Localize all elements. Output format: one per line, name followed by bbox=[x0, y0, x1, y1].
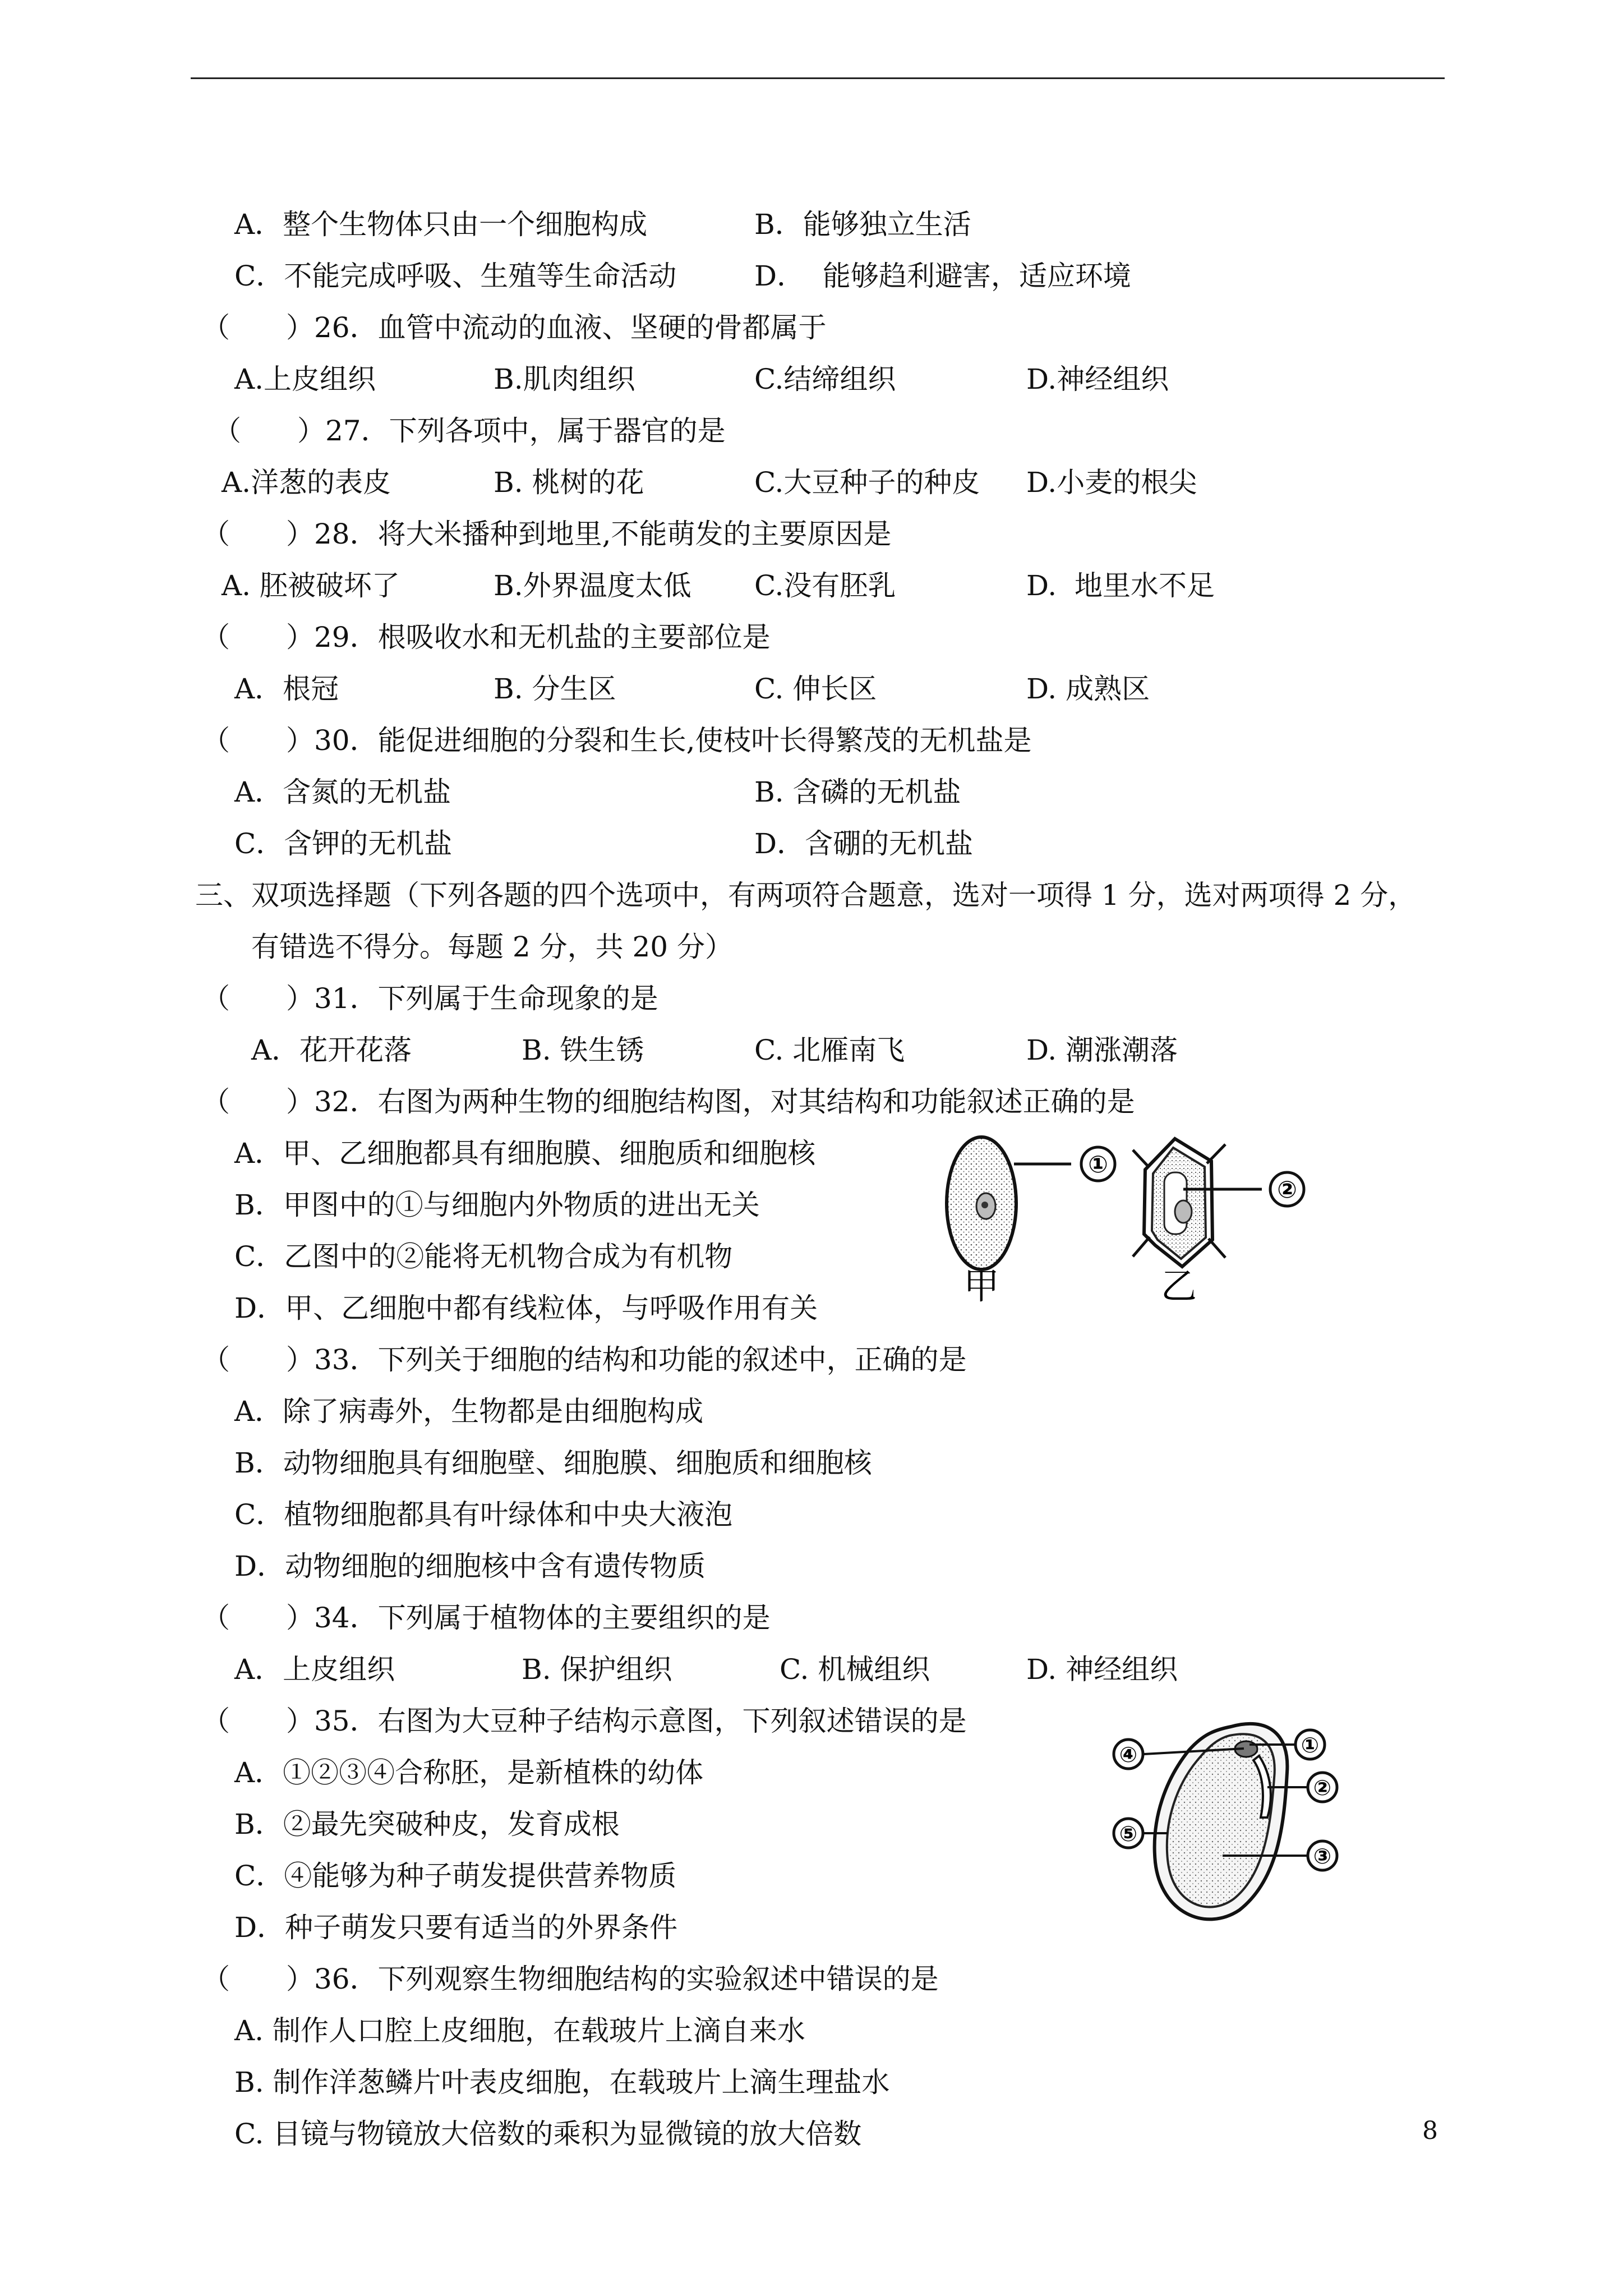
q25-option-b: B．能够独立生活 bbox=[754, 208, 971, 241]
q26-option-a: A.上皮组织 bbox=[234, 363, 376, 395]
q28-option-b: B.外界温度太低 bbox=[494, 569, 691, 602]
q33-option-d: D．动物细胞的细胞核中含有遗传物质 bbox=[234, 1550, 706, 1582]
section3-heading-line2: 有错选不得分。每题 2 分，共 20 分） bbox=[251, 931, 734, 963]
q35-seed-figure bbox=[1099, 1711, 1352, 1930]
q26-option-c: C.结缔组织 bbox=[754, 363, 896, 395]
q28-option-a: A. 胚被破坏了 bbox=[222, 569, 400, 602]
q25-option-d: D． 能够趋利避害，适应环境 bbox=[754, 260, 1131, 292]
q31-option-a: A．花开花落 bbox=[251, 1034, 412, 1066]
q34-option-c: C. 机械组织 bbox=[780, 1653, 930, 1686]
q28-option-d: D. 地里水不足 bbox=[1026, 569, 1215, 602]
q29-option-a: A．根冠 bbox=[234, 673, 339, 705]
q29-stem: （ ）29．根吸收水和无机盐的主要部位是 bbox=[202, 621, 771, 654]
q26-option-b: B.肌肉组织 bbox=[494, 363, 635, 395]
q34-option-b: B. 保护组织 bbox=[522, 1653, 672, 1686]
marker1: ① bbox=[1088, 1151, 1108, 1178]
q30-stem: （ ）30．能促进细胞的分裂和生长,使枝叶长得繁茂的无机盐是 bbox=[202, 724, 1032, 757]
q33-option-b: B．动物细胞具有细胞壁、细胞膜、细胞质和细胞核 bbox=[234, 1447, 872, 1479]
page-number: 8 bbox=[1422, 2116, 1438, 2145]
q35-stem: （ ）35．右图为大豆种子结构示意图，下列叙述错误的是 bbox=[202, 1705, 967, 1737]
q31-option-c: C. 北雁南飞 bbox=[754, 1034, 905, 1066]
q27-option-a: A.洋葱的表皮 bbox=[222, 466, 391, 499]
q34-option-d: D. 神经组织 bbox=[1026, 1653, 1178, 1686]
q33-stem: （ ）33．下列关于细胞的结构和功能的叙述中，正确的是 bbox=[202, 1343, 967, 1376]
q32-cell-figure bbox=[920, 1128, 1324, 1313]
q36-option-b: B. 制作洋葱鳞片叶表皮细胞，在载玻片上滴生理盐水 bbox=[234, 2066, 890, 2099]
q27-stem: （ ）27．下列各项中，属于器官的是 bbox=[213, 415, 726, 447]
q31-option-b: B. 铁生锈 bbox=[522, 1034, 644, 1066]
q28-stem: （ ）28．将大米播种到地里,不能萌发的主要原因是 bbox=[202, 518, 892, 550]
q35-option-d: D．种子萌发只要有适当的外界条件 bbox=[234, 1911, 678, 1944]
q26-option-d: D.神经组织 bbox=[1026, 363, 1169, 395]
q32-option-c: C．乙图中的②能将无机物合成为有机物 bbox=[234, 1240, 733, 1273]
q28-option-c: C.没有胚乳 bbox=[754, 569, 896, 602]
q30-option-a: A．含氮的无机盐 bbox=[234, 776, 451, 808]
q35-option-c: C．④能够为种子萌发提供营养物质 bbox=[234, 1860, 677, 1892]
q30-option-d: D．含硼的无机盐 bbox=[754, 827, 974, 860]
q32-stem: （ ）32．右图为两种生物的细胞结构图，对其结构和功能叙述正确的是 bbox=[202, 1085, 1135, 1118]
q32-option-d: D．甲、乙细胞中都有线粒体，与呼吸作用有关 bbox=[234, 1292, 818, 1324]
q25-option-c: C．不能完成呼吸、生殖等生命活动 bbox=[234, 260, 677, 292]
q34-stem: （ ）34．下列属于植物体的主要组织的是 bbox=[202, 1602, 771, 1634]
q31-option-d: D. 潮涨潮落 bbox=[1026, 1034, 1178, 1066]
seed-marker4: ④ bbox=[1119, 1742, 1138, 1767]
marker2: ② bbox=[1277, 1176, 1297, 1203]
q32-option-a: A．甲、乙细胞都具有细胞膜、细胞质和细胞核 bbox=[234, 1137, 816, 1170]
q33-option-c: C．植物细胞都具有叶绿体和中央大液泡 bbox=[234, 1498, 733, 1531]
q32-option-b: B．甲图中的①与细胞内外物质的进出无关 bbox=[234, 1189, 760, 1221]
animal-cell-label: 甲 bbox=[963, 1266, 999, 1308]
q29-option-d: D. 成熟区 bbox=[1026, 673, 1150, 705]
q30-option-c: C．含钾的无机盐 bbox=[234, 827, 453, 860]
seed-marker1: ① bbox=[1301, 1733, 1320, 1757]
q27-option-c: C.大豆种子的种皮 bbox=[754, 466, 980, 499]
q25-option-a: A．整个生物体只由一个细胞构成 bbox=[234, 208, 648, 241]
plant-cell-label: 乙 bbox=[1161, 1266, 1197, 1308]
plant-cell-nucleus bbox=[1175, 1200, 1192, 1223]
q36-option-a: A. 制作人口腔上皮细胞，在载玻片上滴自来水 bbox=[234, 2014, 805, 2047]
q31-stem: （ ）31．下列属于生命现象的是 bbox=[202, 982, 658, 1015]
q35-option-a: A．①②③④合称胚，是新植株的幼体 bbox=[234, 1756, 704, 1789]
q27-option-d: D.小麦的根尖 bbox=[1026, 466, 1197, 499]
q33-option-a: A．除了病毒外，生物都是由细胞构成 bbox=[234, 1395, 704, 1428]
seed-marker3: ③ bbox=[1313, 1844, 1332, 1869]
q29-option-c: C. 伸长区 bbox=[754, 673, 877, 705]
q35-option-b: B．②最先突破种皮，发育成根 bbox=[234, 1808, 620, 1841]
seed-marker5: ⑤ bbox=[1119, 1821, 1138, 1846]
q30-option-b: B. 含磷的无机盐 bbox=[754, 776, 961, 808]
q36-option-c: C. 目镜与物镜放大倍数的乘积为显微镜的放大倍数 bbox=[234, 2118, 862, 2150]
q34-option-a: A．上皮组织 bbox=[234, 1653, 395, 1686]
section3-heading-line1: 三、双项选择题（下列各题的四个选项中，有两项符合题意，选对一项得 1 分，选对两项得 2 分， bbox=[195, 879, 1417, 912]
q26-stem: （ ）26．血管中流动的血液、坚硬的骨都属于 bbox=[202, 311, 827, 344]
q36-stem: （ ）36．下列观察生物细胞结构的实验叙述中错误的是 bbox=[202, 1963, 939, 1995]
q27-option-b: B. 桃树的花 bbox=[494, 466, 644, 499]
seed-marker2: ② bbox=[1313, 1775, 1332, 1800]
q29-option-b: B. 分生区 bbox=[494, 673, 616, 705]
header-rule bbox=[191, 77, 1445, 79]
